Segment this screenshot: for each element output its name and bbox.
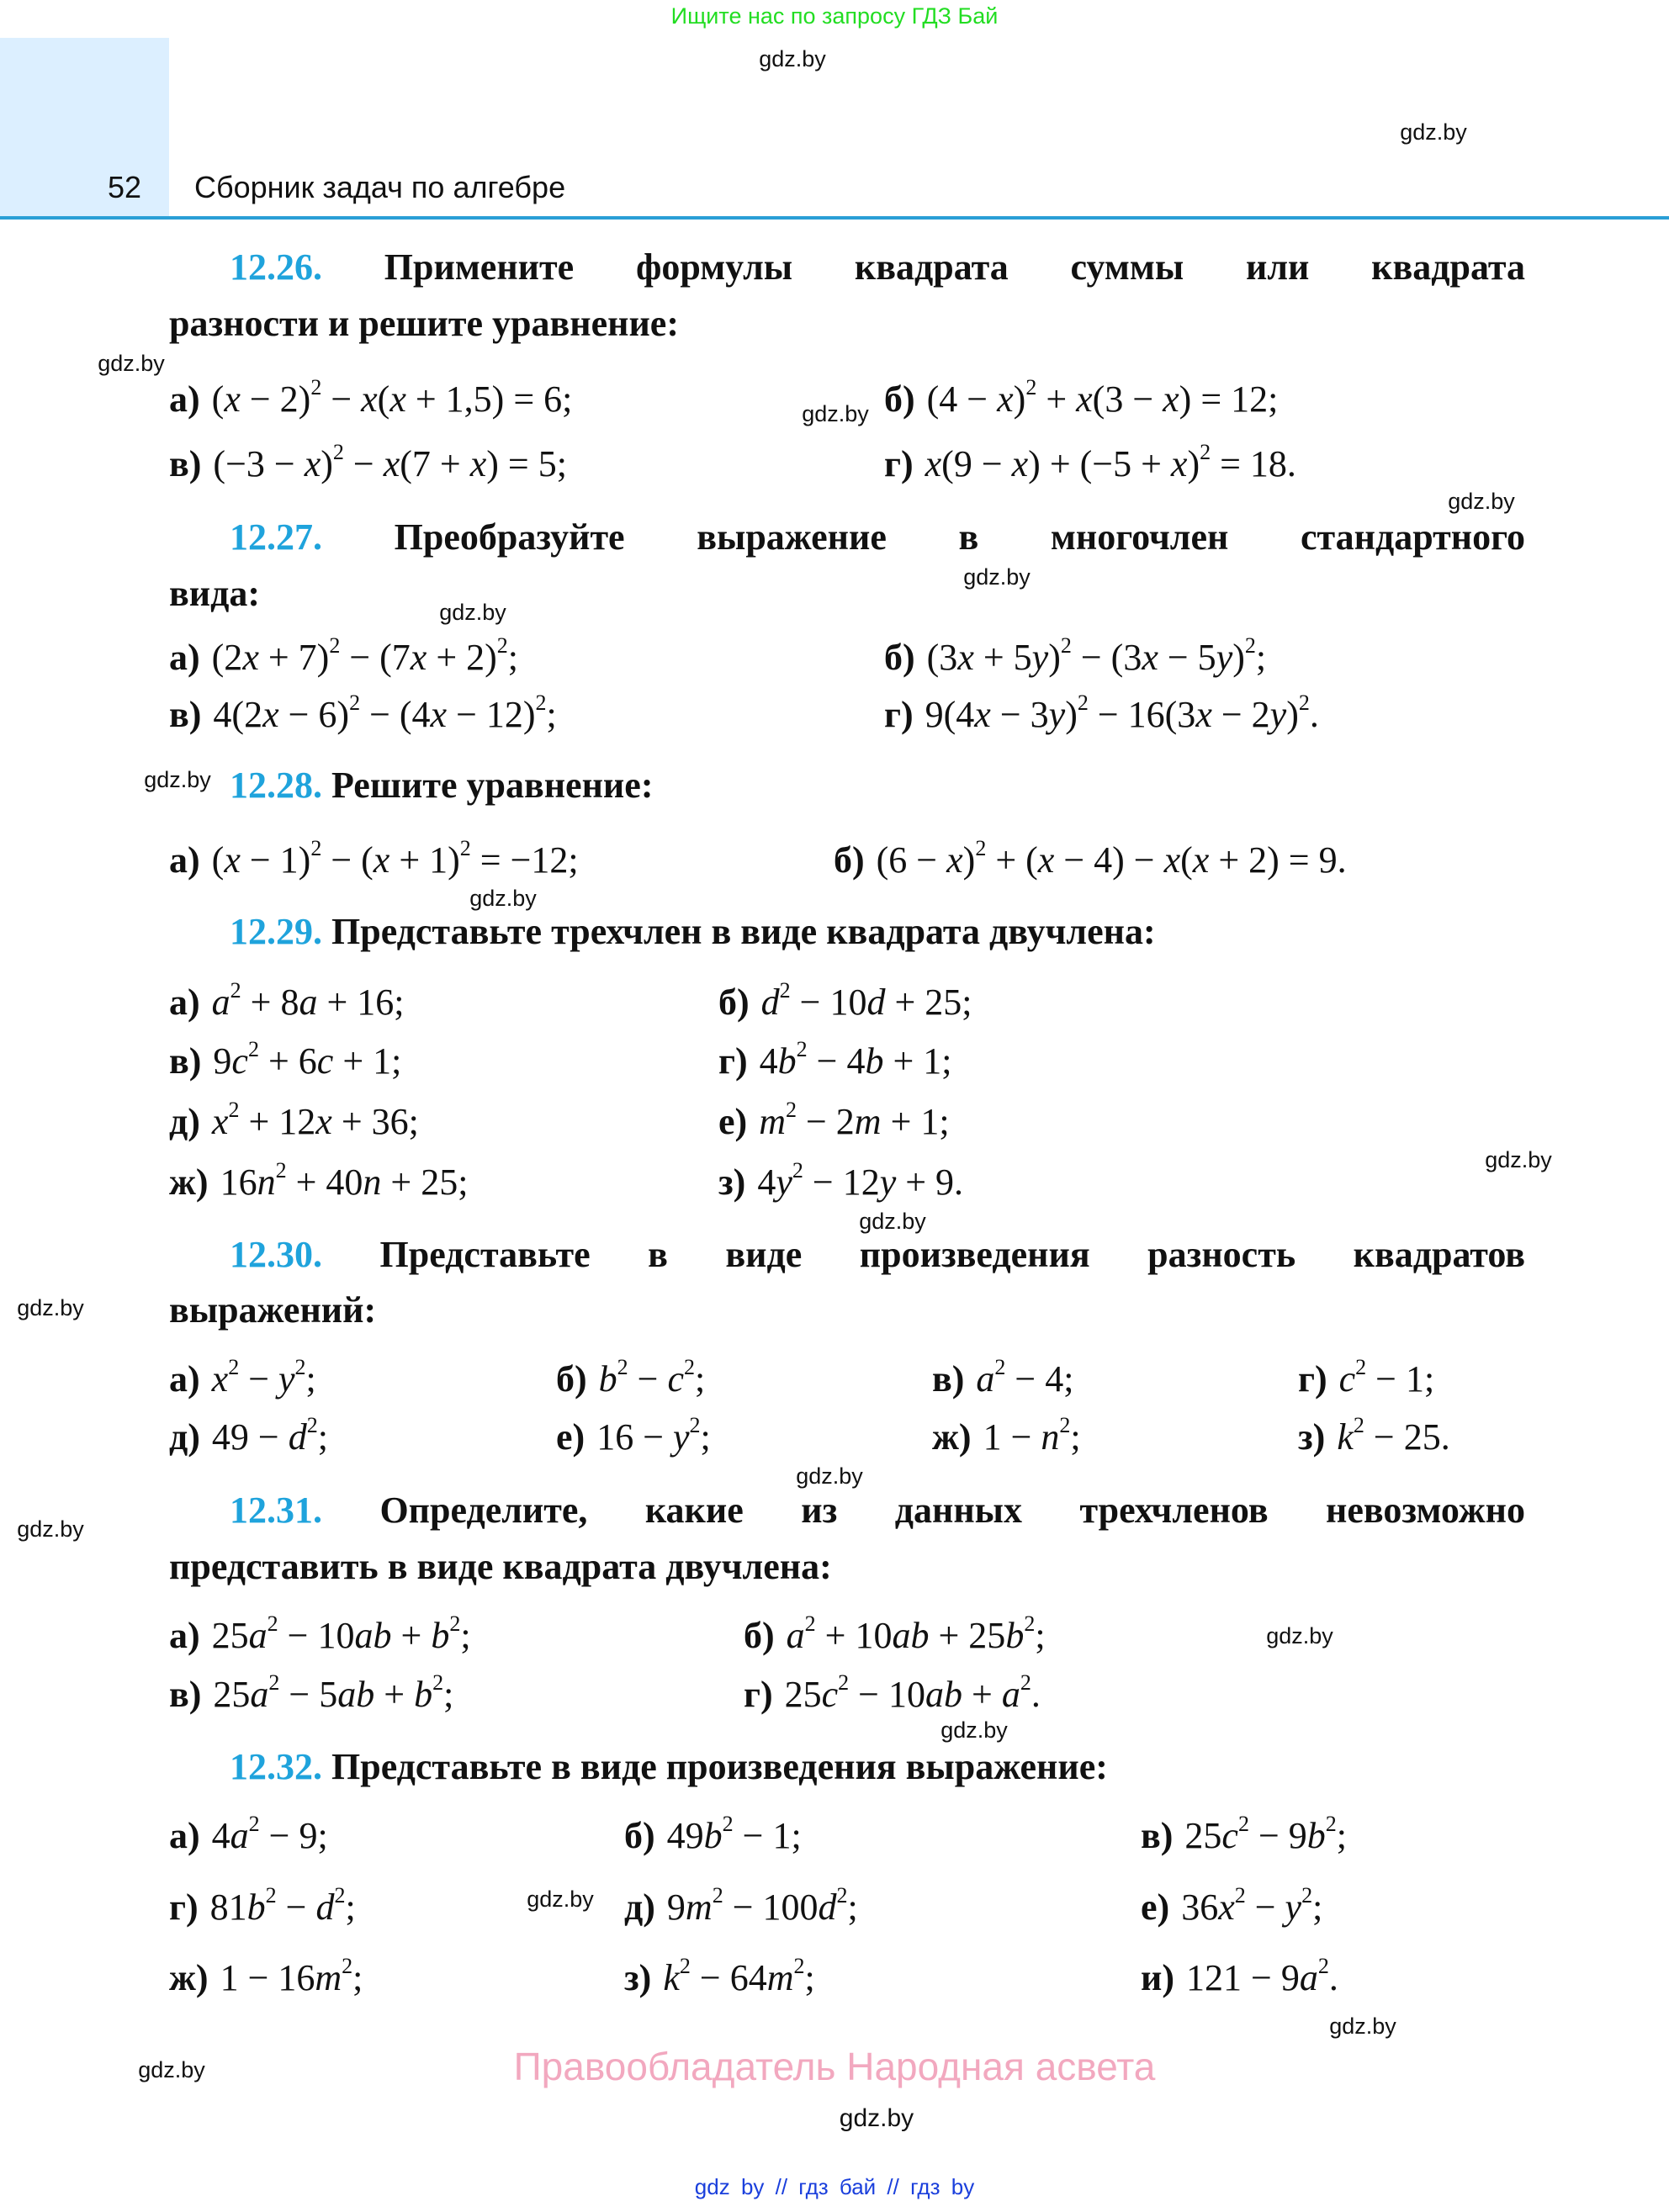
item-label: в)	[169, 443, 202, 484]
header-divider	[0, 216, 1669, 220]
item-label: г)	[744, 1674, 773, 1715]
text: Представьте в виде произведения разность квадратов	[379, 1234, 1525, 1275]
problem-heading	[230, 1489, 1525, 1532]
exercise-item	[884, 375, 1279, 421]
math-expression: $(4 - x)^2 + x(3 - x) = 12$;	[926, 375, 1279, 420]
item-label: б)	[718, 982, 750, 1023]
math-expression: $4b^2 - 4b + 1$;	[759, 1037, 952, 1082]
watermark: gdz.by	[138, 2057, 205, 2082]
math-expression: $(3x + 5y)^2 - (3x - 5y)^2$;	[926, 633, 1267, 678]
math-expression: $81b^2 - d^2$;	[209, 1883, 356, 1928]
watermark: gdz.by	[144, 767, 211, 792]
math-expression: $36x^2 - y^2$;	[1181, 1883, 1323, 1928]
math-expression: $k^2 - 64m^2$;	[663, 1954, 815, 1998]
exercise-item	[718, 1158, 964, 1204]
exercise-item	[1141, 1883, 1323, 1929]
math-expression: $25a^2 - 10ab + b^2$;	[211, 1611, 471, 1656]
problem-heading	[230, 246, 1525, 289]
item-label: г)	[884, 694, 914, 735]
text: Примените формулы квадрата суммы или квадрата	[384, 246, 1525, 288]
math-expression: $x^2 - y^2$;	[211, 1355, 316, 1400]
math-expression: $a^2 + 8a + 16$;	[211, 978, 405, 1023]
watermark: gdz.by	[17, 1295, 84, 1320]
problem-text: выражений:	[169, 1289, 377, 1331]
exercise-item	[169, 1611, 471, 1658]
item-label: е)	[556, 1416, 585, 1458]
item-label: д)	[624, 1887, 655, 1928]
exercise-item	[624, 1814, 802, 1858]
item-label: б)	[624, 1815, 655, 1856]
exercise-item	[1298, 1357, 1434, 1401]
math-expression: $4y^2 - 12y + 9$.	[757, 1158, 964, 1203]
exercise-item	[169, 442, 567, 486]
item-label: з)	[718, 1162, 746, 1203]
exercise-item	[169, 836, 579, 882]
problem-heading	[230, 516, 1525, 559]
exercise-item	[169, 978, 405, 1024]
watermark: gdz.by	[796, 1463, 863, 1489]
watermark: gdz.by	[469, 886, 537, 911]
item-label: б)	[884, 378, 915, 420]
item-label: а)	[169, 982, 200, 1023]
item-label: а)	[169, 637, 200, 678]
watermark: gdz.by	[1448, 489, 1515, 514]
exercise-item	[169, 375, 573, 421]
watermark: gdz.by	[1485, 1147, 1552, 1172]
item-label: б)	[834, 839, 865, 881]
item-label: в)	[932, 1358, 965, 1400]
exercise-item	[169, 1413, 328, 1459]
item-label: и)	[1141, 1957, 1175, 1998]
exercise-item	[169, 693, 557, 737]
exercise-item	[169, 1100, 419, 1144]
problem-heading	[230, 1233, 1525, 1277]
exercise-item	[884, 693, 1319, 737]
math-expression: $k^2 - 25$.	[1337, 1413, 1450, 1458]
math-expression: $9(4x - 3y)^2 - 16(3x - 2y)^2$.	[925, 691, 1319, 735]
exercise-item	[556, 1357, 705, 1401]
watermark: gdz.by	[1400, 119, 1467, 145]
problem-number: 12.28.	[230, 765, 322, 806]
exercise-item	[169, 1037, 402, 1083]
footer-links[interactable]: gdz by // гдз бай // гдз by	[694, 2174, 975, 2199]
item-label: в)	[169, 1674, 202, 1715]
problem-number: 12.31.	[230, 1490, 322, 1531]
exercise-item	[169, 633, 519, 680]
text: Представьте трехчлен в виде квадрата двучлена:	[331, 911, 1156, 952]
exercise-item	[718, 1037, 952, 1083]
watermark: gdz.by	[1266, 1623, 1333, 1648]
problem-text: вида:	[169, 573, 261, 614]
item-label: д)	[169, 1416, 200, 1458]
book-title: Сборник задач по алгебре	[194, 170, 566, 204]
math-expression: $49b^2 - 1$;	[666, 1812, 802, 1856]
item-label: в)	[169, 1040, 202, 1082]
text: Определите, какие из данных трехчленов невозможно	[379, 1490, 1525, 1531]
exercise-item	[1141, 1814, 1347, 1858]
math-expression: $a^2 + 10ab + 25b^2$;	[786, 1611, 1046, 1656]
math-expression: $4(2x - 6)^2 - (4x - 12)^2$;	[213, 691, 557, 735]
exercise-item	[884, 442, 1296, 486]
problem-number: 12.26.	[230, 246, 322, 288]
math-expression: $25c^2 - 10ab + a^2$.	[784, 1670, 1041, 1715]
item-label: а)	[169, 1815, 200, 1856]
item-label: в)	[169, 694, 202, 735]
problem-number: 12.29.	[230, 911, 322, 952]
exercise-item	[744, 1670, 1041, 1717]
watermark: gdz.by	[527, 1887, 594, 1912]
math-expression: $49 - d^2$;	[211, 1413, 328, 1458]
exercise-item	[169, 1357, 316, 1401]
page-margin-band	[0, 38, 169, 218]
math-expression: $d^2 - 10d + 25$;	[760, 978, 972, 1023]
item-label: ж)	[169, 1957, 209, 1998]
item-label: ж)	[169, 1162, 209, 1203]
watermark: gdz.by	[859, 1209, 926, 1234]
exercise-item	[1141, 1956, 1338, 2000]
math-expression: $(6 - x)^2 + (x - 4) - x(x + 2) = 9$.	[876, 836, 1347, 881]
watermark: gdz.by	[1329, 2014, 1396, 2039]
watermark: gdz.by	[759, 46, 826, 71]
math-expression: $121 - 9a^2$.	[1186, 1954, 1338, 1998]
text: Решите уравнение:	[331, 765, 654, 806]
math-expression: $16 - y^2$;	[596, 1413, 711, 1458]
item-label: а)	[169, 378, 200, 420]
math-expression: $25c^2 - 9b^2$;	[1184, 1812, 1348, 1856]
footer-site: gdz.by	[839, 2104, 914, 2132]
watermark: gdz.by	[439, 600, 506, 625]
watermark: gdz.by	[940, 1717, 1008, 1743]
item-label: а)	[169, 839, 200, 881]
math-expression: $c^2 - 1$;	[1338, 1355, 1435, 1400]
item-label: б)	[744, 1615, 775, 1656]
exercise-item	[169, 1883, 356, 1929]
problem-text: представить в виде квадрата двучлена:	[169, 1546, 832, 1587]
item-label: д)	[169, 1101, 200, 1142]
exercise-item	[624, 1956, 815, 2000]
item-label: е)	[718, 1101, 748, 1142]
problem-text: разности и решите уравнение:	[169, 303, 679, 344]
exercise-item	[624, 1883, 858, 1929]
math-expression: $a^2 - 4$;	[976, 1355, 1074, 1400]
math-expression: $9m^2 - 100d^2$;	[666, 1883, 858, 1928]
exercise-item	[718, 978, 972, 1024]
item-label: з)	[1298, 1416, 1326, 1458]
exercise-item	[169, 1158, 469, 1204]
item-label: в)	[1141, 1815, 1174, 1856]
problem-heading	[230, 1745, 1108, 1789]
exercise-item	[744, 1611, 1046, 1658]
exercise-item	[884, 633, 1267, 680]
item-label: ж)	[932, 1416, 972, 1458]
math-expression: $(-3 - x)^2 - x(7 + x) = 5$;	[213, 440, 567, 484]
item-label: г)	[169, 1887, 199, 1928]
math-expression: $4a^2 - 9$;	[211, 1812, 328, 1856]
math-expression: $(x - 1)^2 - (x + 1)^2 = -12$;	[211, 836, 579, 881]
item-label: е)	[1141, 1887, 1170, 1928]
watermark: gdz.by	[963, 564, 1031, 590]
exercise-item	[169, 1814, 328, 1858]
item-label: а)	[169, 1615, 200, 1656]
watermark: gdz.by	[17, 1516, 84, 1542]
exercise-item	[932, 1413, 1081, 1459]
exercise-item	[169, 1670, 454, 1717]
exercise-item	[932, 1357, 1073, 1401]
problem-heading	[230, 910, 1156, 954]
math-expression: $(x - 2)^2 - x(x + 1,5) = 6$;	[211, 375, 573, 420]
problem-number: 12.30.	[230, 1234, 322, 1275]
math-expression: $x(9 - x) + (-5 + x)^2 = 18$.	[925, 440, 1296, 484]
text: Представьте в виде произведения выражение:	[331, 1746, 1108, 1787]
math-expression: $16n^2 + 40n + 25$;	[220, 1158, 469, 1203]
math-expression: $b^2 - c^2$;	[598, 1355, 706, 1400]
math-expression: $9c^2 + 6c + 1$;	[213, 1037, 402, 1082]
item-label: г)	[884, 443, 914, 484]
math-expression: $25a^2 - 5ab + b^2$;	[213, 1670, 454, 1715]
item-label: г)	[718, 1040, 748, 1082]
copyright-notice: Правообладатель Народная асвета	[513, 2045, 1156, 2088]
math-expression: $1 - 16m^2$;	[220, 1954, 363, 1998]
page-number: 52	[108, 170, 142, 204]
exercise-item	[169, 1956, 363, 2000]
math-expression: $1 - n^2$;	[983, 1413, 1081, 1458]
item-label: б)	[884, 637, 915, 678]
watermark: gdz.by	[98, 351, 165, 376]
top-search-banner: Ищите нас по запросу ГДЗ Бай	[670, 3, 999, 29]
math-expression: $x^2 + 12x + 36$;	[211, 1098, 419, 1142]
item-label: г)	[1298, 1358, 1327, 1400]
exercise-item	[718, 1100, 950, 1144]
item-label: а)	[169, 1358, 200, 1400]
watermark: gdz.by	[802, 401, 869, 426]
math-expression: $(2x + 7)^2 - (7x + 2)^2$;	[211, 633, 519, 678]
item-label: з)	[624, 1957, 652, 1998]
item-label: б)	[556, 1358, 587, 1400]
exercise-item	[1298, 1413, 1450, 1459]
problem-heading	[230, 764, 653, 807]
exercise-item	[834, 836, 1347, 882]
problem-number: 12.32.	[230, 1746, 322, 1787]
text: Преобразуйте выражение в многочлен стандартного	[394, 516, 1526, 558]
problem-number: 12.27.	[230, 516, 322, 558]
math-expression: $m^2 - 2m + 1$;	[759, 1098, 950, 1142]
exercise-item	[556, 1413, 711, 1459]
